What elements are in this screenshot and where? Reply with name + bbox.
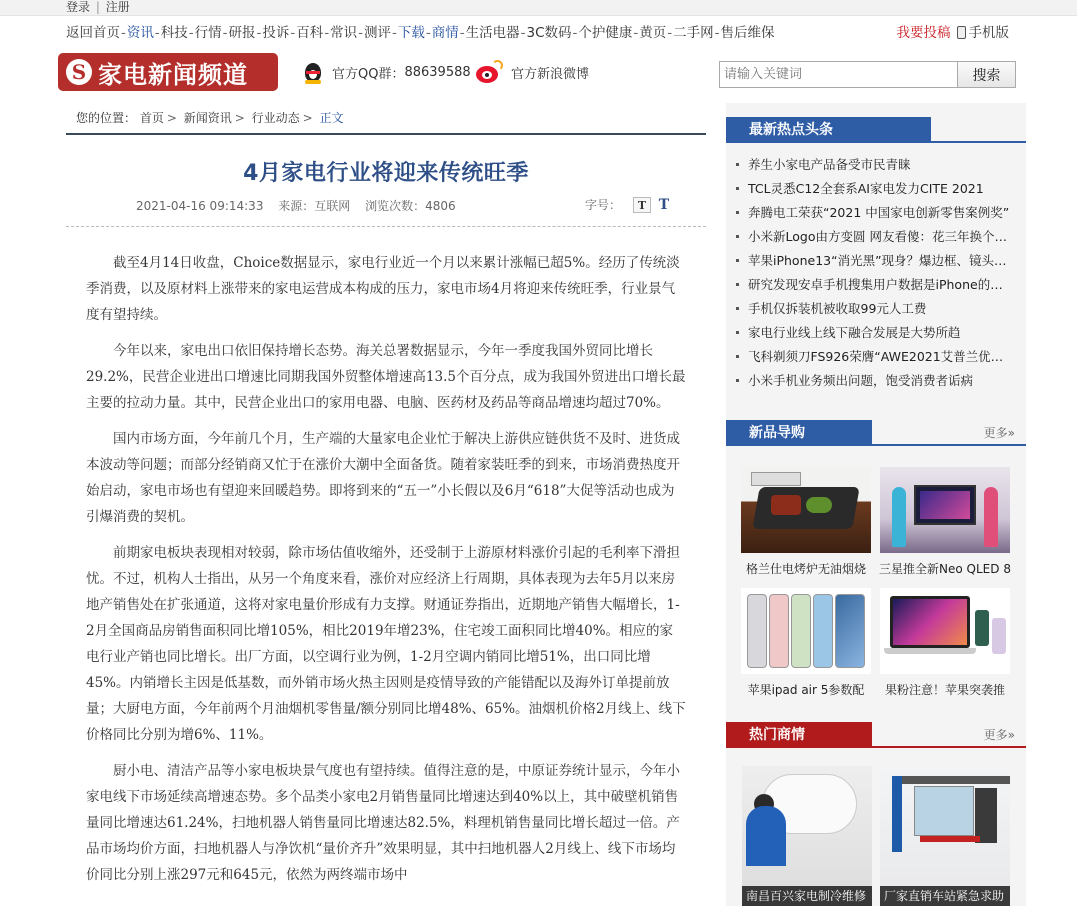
- nav-item-appliances[interactable]: 生活电器: [465, 25, 520, 41]
- mobile-phone-icon: [957, 26, 966, 39]
- nav-item-business[interactable]: 商情: [431, 25, 459, 41]
- article-views: 浏览次数：4806: [365, 199, 456, 213]
- tv-launch-photo[interactable]: [880, 467, 1010, 553]
- mobile-version-link[interactable]: 手机版: [968, 25, 1009, 41]
- article-date: 2021-04-16 09:14:33: [136, 199, 264, 213]
- font-large-button[interactable]: T: [658, 196, 670, 213]
- breadcrumb: 您的位置： 首页 > 新闻资讯 > 行业动态 > 正文: [76, 111, 344, 125]
- nav-item-news[interactable]: 资讯: [126, 25, 154, 41]
- contribute-link[interactable]: 我要投稿: [896, 25, 951, 41]
- weibo-icon: [474, 60, 504, 84]
- hot-business-title: 热门商情: [726, 722, 872, 748]
- nav-item-home[interactable]: 返回首页: [66, 25, 120, 41]
- hot-business-more-link[interactable]: 更多»: [983, 728, 1015, 742]
- separator: |: [95, 0, 100, 14]
- breadcrumb-home[interactable]: 首页: [139, 111, 164, 125]
- hot-headline-item[interactable]: 飞科剃须刀FS926荣膺“AWE2021艾普兰优…: [736, 345, 1011, 369]
- nav-item-yellow-pages[interactable]: 黄页: [639, 25, 667, 41]
- font-size-control: [585, 196, 673, 213]
- login-link[interactable]: 登录: [66, 0, 91, 14]
- article-paragraph: 截至4月14日收盘，Choice数据显示，家电行业近一个月以来累计涨幅已超5%。经历了传统淡季消费，以及原材料上涨带来的家电运营成本构成的压力，家电市场4月将迎来传统旺季，行业景气度有望持续。: [86, 255, 680, 323]
- hot-headlines-box: [726, 117, 1026, 407]
- search-button[interactable]: 搜索: [957, 61, 1016, 88]
- hot-headline-item[interactable]: 小米手机业务频出问题，饱受消费者诟病: [736, 369, 1011, 393]
- hot-business-header: [726, 722, 1026, 748]
- ipad-photo[interactable]: [741, 588, 871, 674]
- new-products-more-link[interactable]: 更多»: [983, 426, 1015, 440]
- nav-item-tips[interactable]: 常识: [330, 25, 358, 41]
- hot-headline-item[interactable]: 养生小家电产品备受市民青睐: [736, 153, 1011, 177]
- qq-group: [302, 60, 471, 84]
- divider: [66, 133, 706, 135]
- breadcrumb-industry[interactable]: 行业动态: [251, 111, 300, 125]
- hot-headline-item[interactable]: 小米新Logo由方变圆 网友看傻：花三年换个…: [736, 225, 1011, 249]
- hot-headline-item[interactable]: 研究发现安卓手机搜集用户数据是iPhone的…: [736, 273, 1011, 297]
- hot-headline-item[interactable]: 奔腾电工荣获“2021 中国家电创新零售案例奖”: [736, 201, 1011, 225]
- hot-headline-item[interactable]: TCL灵悉C12全套系AI家电发力CITE 2021: [736, 177, 1011, 201]
- dotted-divider: [66, 226, 706, 227]
- article-title: 4月家电行业将迎来传统旺季: [243, 161, 529, 186]
- nav-item-tech[interactable]: 科技: [160, 25, 188, 41]
- grill-photo[interactable]: [741, 467, 871, 553]
- nav-item-digital[interactable]: 3C数码: [526, 25, 572, 41]
- qq-label: 官方QQ群：: [332, 66, 405, 82]
- hot-headline-item[interactable]: 家电行业线上线下融合发展是大势所趋: [736, 321, 1011, 345]
- business-caption[interactable]: 南昌百兴家电制冷维修: [742, 886, 872, 906]
- search-input[interactable]: [719, 61, 957, 88]
- qq-penguin-icon: [302, 60, 324, 84]
- weibo-label: 官方新浪微博: [511, 66, 590, 82]
- hot-headline-item[interactable]: 苹果iPhone13“消光黑”现身？爆边框、镜头…: [736, 249, 1011, 273]
- nav-item-download[interactable]: 下载: [397, 25, 425, 41]
- font-size-label: 字号：: [585, 198, 622, 212]
- hot-headlines-list: [726, 143, 1026, 393]
- mac-photo[interactable]: [880, 588, 1010, 674]
- nav-item-personal-care[interactable]: 个护健康: [578, 25, 633, 41]
- hot-headlines-header: [726, 117, 1026, 143]
- nav-item-wiki[interactable]: 百科: [296, 25, 324, 41]
- nav-item-complaint[interactable]: 投诉: [262, 25, 290, 41]
- hot-headline-item[interactable]: 手机仅拆装机被收取99元人工费: [736, 297, 1011, 321]
- main-nav: 返回首页-资讯-科技-行情-研报-投诉-百科-常识-测评-下载-商情-生活电器-3C数码-个护健康-黄页-二手网-售后维保 我要投稿 手机版: [66, 25, 1009, 41]
- qq-number: 88639588: [404, 64, 471, 80]
- nav-item-second-hand[interactable]: 二手网: [673, 25, 714, 41]
- new-products-title: 新品导购: [726, 420, 872, 446]
- article-source: 来源：互联网: [278, 199, 351, 213]
- article-meta: [136, 197, 467, 214]
- product-caption[interactable]: 苹果ipad air 5参数配: [747, 683, 865, 697]
- font-small-button[interactable]: T: [633, 197, 651, 213]
- hot-headlines-title: 最新热点头条: [726, 117, 931, 143]
- article-paragraph: 今年以来，家电出口依旧保持增长态势。海关总署数据显示，今年一季度我国外贸同比增长29.2%，民营企业进出口增速比同期我国外贸整体增速高13.5个百分点，成为我国外贸进出口增长最主要的拉动力量。其中，民营企业出口的家用电器、电脑、医药材及药品等商品增速均超过70%。: [86, 343, 686, 411]
- repair-photo[interactable]: [742, 766, 872, 906]
- nav-item-review[interactable]: 测评: [364, 25, 391, 41]
- nav-item-market[interactable]: 行情: [194, 25, 222, 41]
- product-caption[interactable]: 三星推全新Neo QLED 8: [879, 562, 1011, 576]
- nav-item-after-sales[interactable]: 售后维保: [720, 25, 775, 41]
- breadcrumb-news[interactable]: 新闻资讯: [183, 111, 232, 125]
- weibo-link[interactable]: [474, 60, 589, 84]
- article-body: [86, 250, 686, 898]
- register-link[interactable]: 注册: [105, 0, 130, 14]
- breadcrumb-prefix: 您的位置：: [76, 111, 137, 125]
- article-paragraph: 前期家电板块表现相对较弱，除市场估值收缩外，还受制于上游原材料涨价引起的毛利率下滑担忧。不过，机构人士指出，从另一个角度来看，涨价对应经济上行周期，具体表现为去年5月以来房地产销售处在扩张通道，这将对家电量价形成有力支撑。财通证券指出，近期地产销售大幅增长，1-2月全国商品房销售面积同比增105%，相比2019年增23%，住宅竣工面积同比增40%。相应的家电行业产销也同比增长。出厂方面，以空调行业为例，1-2月空调内销同比增51%，出口同比增45%。内销增长主因是低基数，而外销市场火热主因则是疫情导致的产能错配以及海外订单提前放量；大厨电方面，今年前两个月油烟机零售量/额分别同比增48%、65%。油烟机价格2月线上、线下价格同比分别为增6%、11%。: [86, 545, 686, 743]
- business-caption[interactable]: 厂家直销车站紧急求助: [880, 886, 1010, 906]
- product-caption[interactable]: 格兰仕电烤炉无油烟烧: [745, 562, 866, 576]
- site-logo[interactable]: [58, 53, 278, 91]
- bus-stop-photo[interactable]: [880, 766, 1010, 906]
- logo-text: 家电新闻频道: [98, 60, 248, 89]
- search-bar: [719, 61, 1016, 88]
- new-products-header: [726, 420, 1026, 446]
- top-bar: [0, 0, 1077, 16]
- breadcrumb-current: 正文: [319, 111, 344, 125]
- article-paragraph: 厨小电、清洁产品等小家电板块景气度也有望持续。值得注意的是，中原证券统计显示，今年小家电线下市场延续高增速态势。多个品类小家电2月销售量同比增速达到40%以上，其中破壁机销售量同比增速达61.24%，扫地机器人销售量同比增速达82.5%，料理机销售量同比增长超过一倍。产品市场均价方面，扫地机器人与净饮机“量价齐升”效果明显，其中扫地机器人2月线上、线下市场均价同比分别上涨297元和645元，依然为两终端市场中: [86, 763, 680, 883]
- nav-item-research[interactable]: 研报: [228, 25, 256, 41]
- logo-mark: S: [66, 59, 92, 85]
- article-paragraph: 国内市场方面，今年前几个月，生产端的大量家电企业忙于解决上游供应链供货不及时、进货成本波动等问题；而部分经销商又忙于在涨价大潮中全面备货。随着家装旺季的到来，市场消费热度开始启动，家电市场也有望迎来回暖趋势。即将到来的“五一”小长假以及6月“618”大促等活动也成为引爆消费的契机。: [86, 431, 680, 525]
- product-caption[interactable]: 果粉注意！苹果突袭推: [884, 683, 1005, 697]
